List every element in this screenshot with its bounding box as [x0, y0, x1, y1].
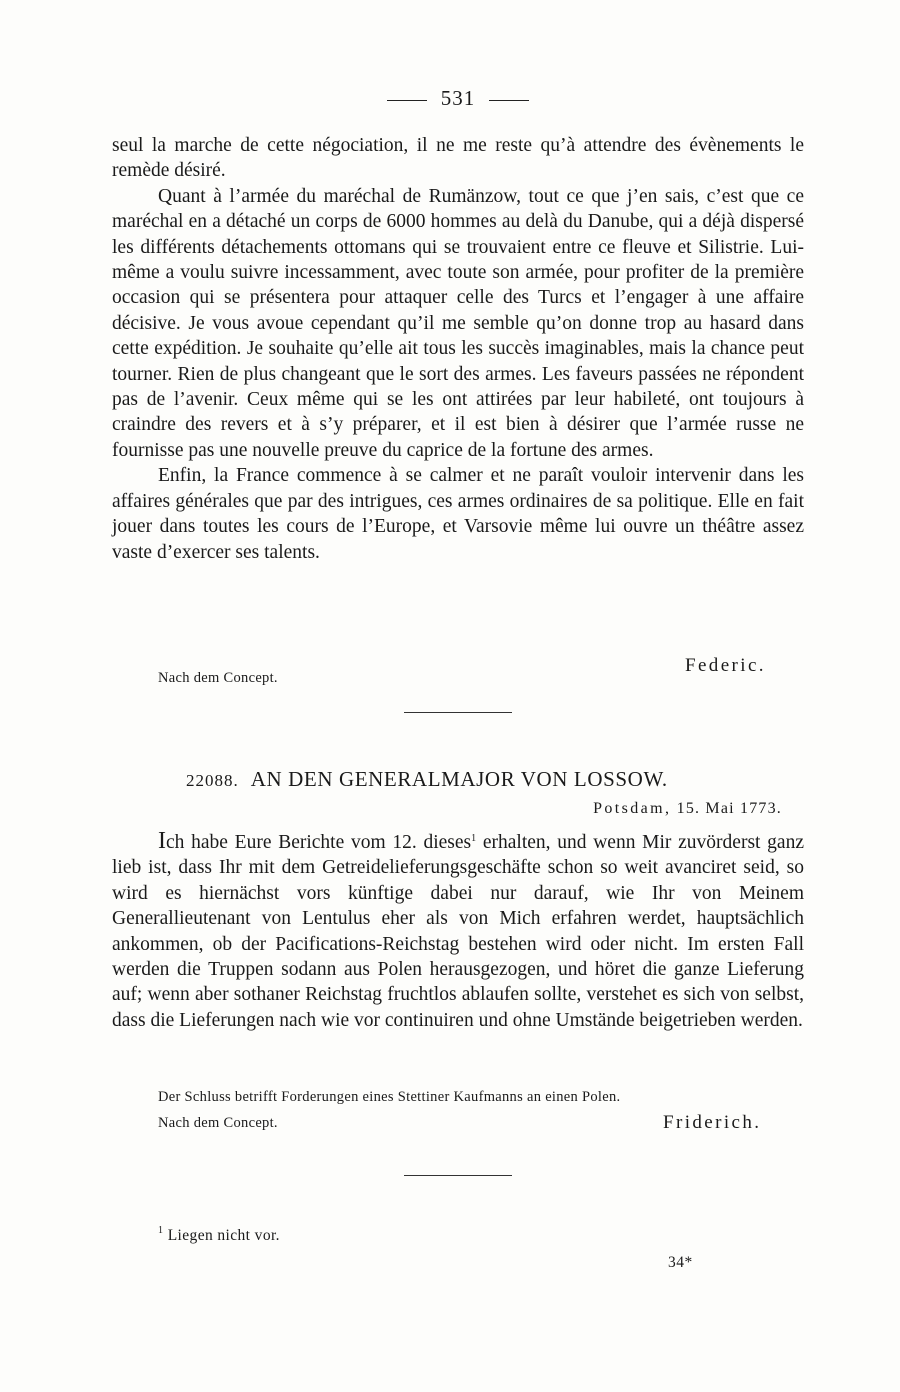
letter-2-place: Potsdam, — [593, 800, 672, 817]
letter-1-paragraph: Enfin, la France commence à se calmer et ne paraît vouloir intervenir dans les affaires générales que par des intrigues, ces armes ordinaires de sa politique. Elle en fait jouer dans toutes les cours de l’Europe, et Varsovie même lui ouvre un théâtre assez vaste d’exercer ses talents. — [112, 465, 804, 563]
page-number: 531 — [440, 86, 476, 110]
letter-2-number: 22088. — [186, 771, 239, 790]
section-divider — [404, 1175, 512, 1176]
letter-2-text-part1: ch habe Eure Berichte vom 12. dieses — [166, 832, 472, 853]
letter-1-signature: Federic. — [685, 655, 766, 676]
letter-2-body — [112, 829, 804, 1033]
letter-1-body — [112, 133, 804, 565]
letter-2-dateline — [593, 800, 782, 818]
letter-2-title: AN DEN GENERALMAJOR VON LOSSOW. — [250, 767, 668, 791]
header-dash-left — [387, 100, 427, 101]
letter-2-date: 15. Mai 1773. — [676, 800, 782, 817]
footnote — [158, 1227, 280, 1245]
letter-1-source-note: Nach dem Concept. — [158, 670, 278, 686]
footnote-reference: 1 — [471, 833, 477, 844]
letter-2-remark: Der Schluss betrifft Forderungen eines Stettiner Kaufmanns an einen Polen. — [158, 1089, 621, 1105]
letter-2-paragraph — [112, 829, 804, 1033]
letter-1-paragraph: Quant à l’armée du maréchal de Rumänzow, tout ce que j’en sais, c’est que ce maréchal en a détaché un corps de 6000 hommes au delà du Danube, qui a déjà dispersé les différents détachements ottomans qui se trouvaient entre ce fleuve et Silistrie. Lui-même a voulu suivre incessamment, avec toute son armée, pour profiter de la première occasion qui se présentera pour attaquer celle des Turcs et l’engager à une affaire décisive. Je vous avoue cependant qu’il me semble qu’on donne trop au hasard dans cette expédition. Je souhaite qu’elle ait tous les succès imaginables, mais la chance peut tourner. Rien de plus changeant que le sort des armes. Les faveurs passées ne répondent pas de l’avenir. Ceux même qui se les ont attirées par leur habileté, ont toujours à craindre des revers et à s’y préparer, et il est bien à désirer que l’armée russe ne fournisse pas une nouvelle preuve du caprice de la fortune des armes. — [112, 185, 804, 461]
footnote-text: Liegen nicht vor. — [167, 1227, 280, 1244]
letter-2-text-part2: erhalten, und wenn Mir zuvörderst ganz lieb ist, dass Ihr mit dem Getreidelieferungsgeschäfte schon so weit avanciret seid, so wird es hiernächst vors künftige dabei nur darauf, wie Ihr von Meinem Generallieutenant von Lentulus eher als von Mich erfahren werdet, hauptsächlich ankommen, ob der Pacifications-Reichstag bestehen wird oder nicht. Im ersten Fall werden die Truppen sodann aus Polen herausgezogen, und höret die ganze Lieferung auf; wenn aber sothaner Reichstag fruchtlos ablaufen sollte, verstehet es sich von selbst, dass die Lieferungen nach wie vor continuiren und ohne Umstände beigetrieben werden. — [112, 832, 804, 1031]
signature-mark: 34* — [668, 1254, 693, 1271]
section-divider — [404, 712, 512, 713]
header-dash-right — [489, 100, 529, 101]
letter-2-initial: I — [158, 828, 166, 854]
letter-2-signature: Friderich. — [663, 1112, 762, 1133]
letter-1-paragraph: seul la marche de cette négociation, il ne me reste qu’à attendre des évènements le remède désiré. — [112, 135, 804, 182]
page-header — [112, 86, 804, 111]
letter-2-source-note: Nach dem Concept. — [158, 1115, 278, 1131]
footnote-marker: 1 — [158, 1225, 164, 1236]
letter-2-heading — [112, 767, 804, 792]
